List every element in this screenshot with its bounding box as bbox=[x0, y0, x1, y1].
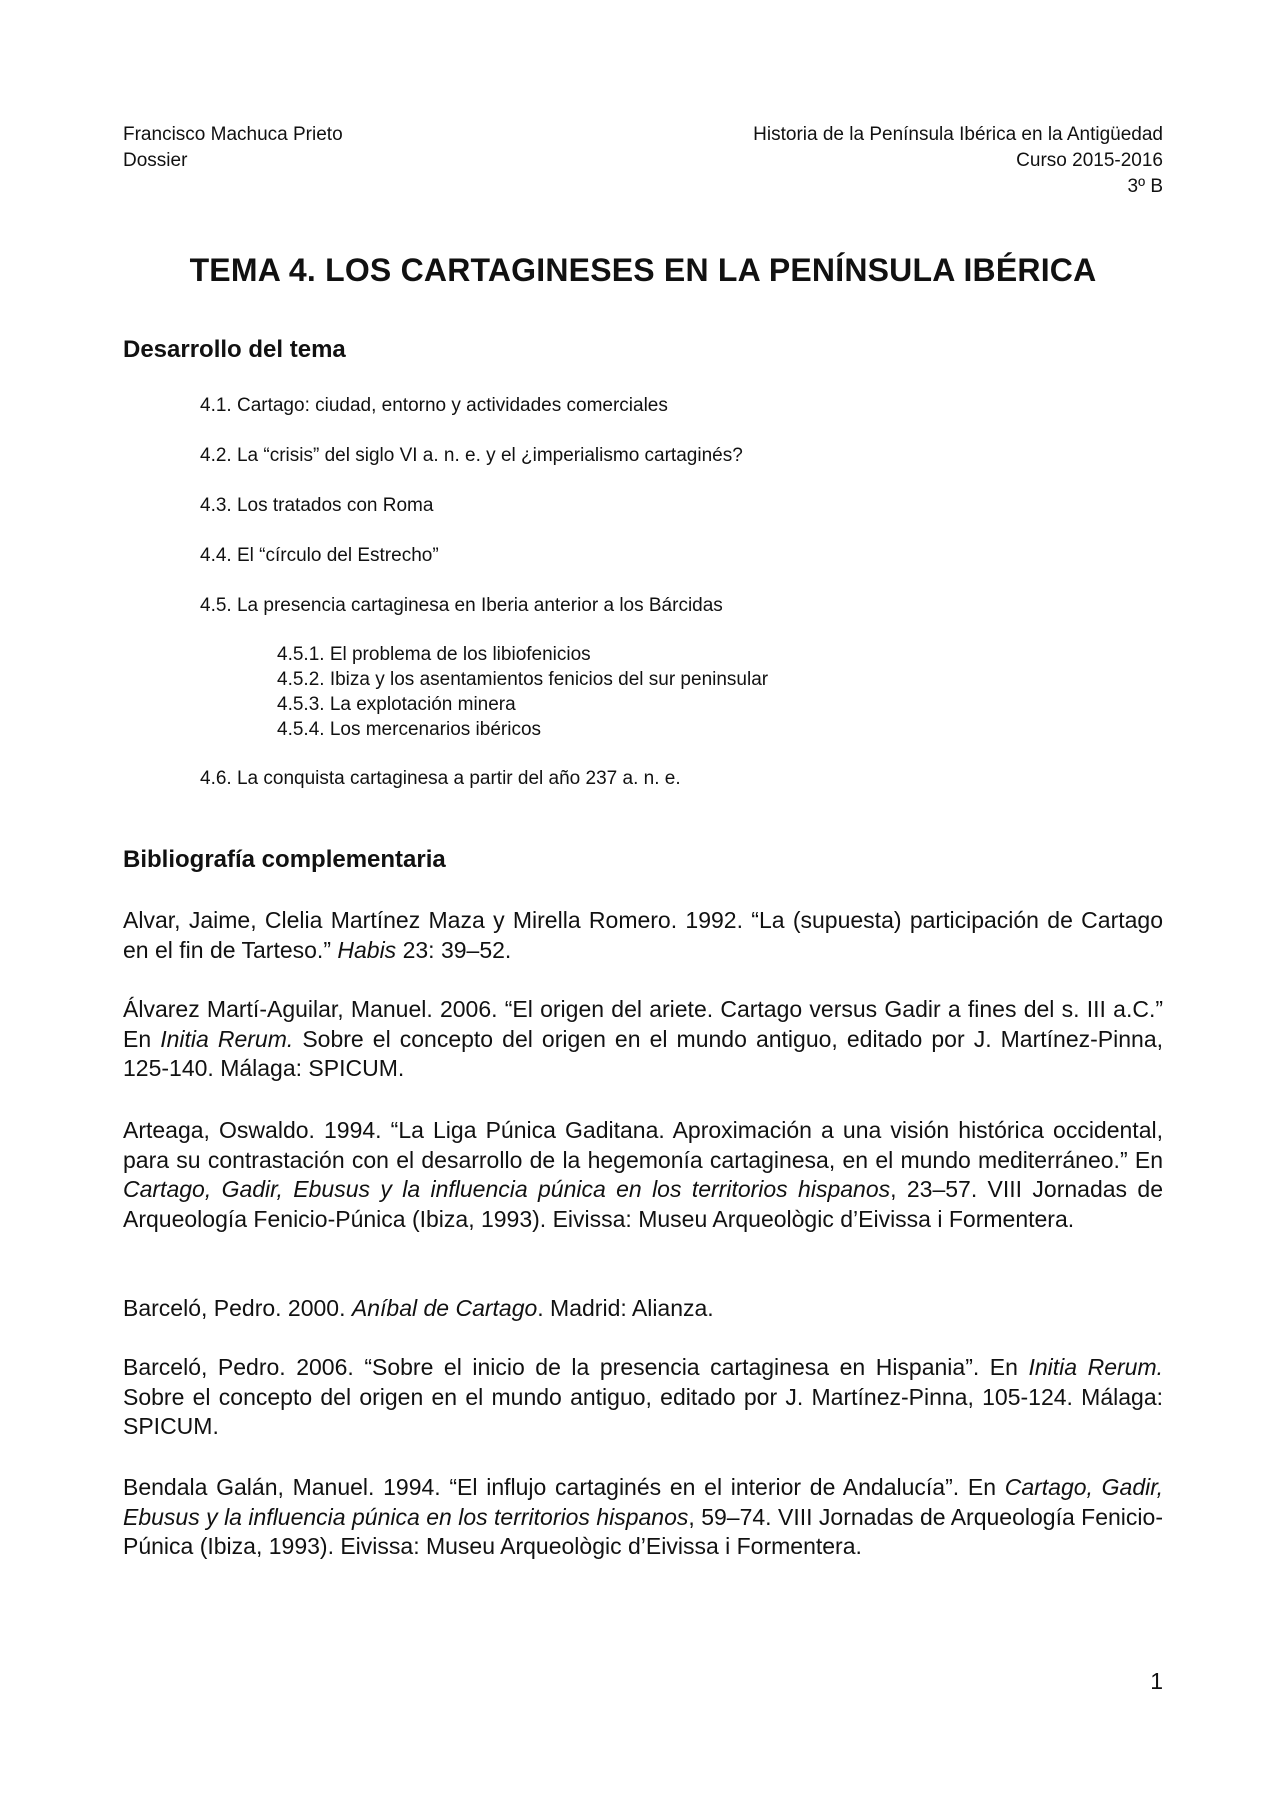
toc-item: 4.4. El “círculo del Estrecho” bbox=[200, 545, 439, 566]
toc-subitem: 4.5.4. Los mercenarios ibéricos bbox=[277, 719, 542, 740]
course-title: Historia de la Península Ibérica en la Antigüedad bbox=[753, 124, 1163, 145]
page-title: TEMA 4. LOS CARTAGINESES EN LA PENÍNSULA IBÉRICA bbox=[189, 252, 1097, 288]
document-type: Dossier bbox=[123, 150, 188, 171]
bibliography-entry: Arteaga, Oswaldo. 1994. “La Liga Púnica Gaditana. Aproximación a una visión histórica occidental, para su contrastación con el desarrollo de la hegemonía cartaginesa, en el mundo mediterráneo.” En Cartago, Gadir, Ebusus y la influencia púnica en los territorios hispanos, 23–57. VIII Jornadas de Arqueología Fenicio-Púnica (Ibiza, 1993). Eivissa: Museu Arqueològic d’Eivissa i Formentera. bbox=[123, 1117, 1163, 1232]
development-heading: Desarrollo del tema bbox=[123, 336, 346, 363]
course-group: 3º B bbox=[1127, 176, 1163, 197]
author-name: Francisco Machuca Prieto bbox=[123, 124, 343, 145]
toc-item: 4.5. La presencia cartaginesa en Iberia anterior a los Bárcidas bbox=[200, 595, 723, 616]
bibliography-entry: Barceló, Pedro. 2000. Aníbal de Cartago. Madrid: Alianza. bbox=[123, 1295, 714, 1321]
bibliography-entry: Barceló, Pedro. 2006. “Sobre el inicio de la presencia cartaginesa en Hispania”. En Initia Rerum. Sobre el concepto del origen en el mundo antiguo, editado por J. Martínez-Pinna, 105-124. Málaga: SPICUM. bbox=[123, 1354, 1163, 1439]
course-year: Curso 2015-2016 bbox=[1016, 150, 1163, 171]
page-number: 1 bbox=[1150, 1668, 1163, 1694]
toc-subitem: 4.5.2. Ibiza y los asentamientos fenicios del sur peninsular bbox=[277, 669, 769, 690]
toc-subitem: 4.5.3. La explotación minera bbox=[277, 694, 516, 715]
toc-subitem: 4.5.1. El problema de los libiofenicios bbox=[277, 644, 591, 665]
header-left bbox=[123, 122, 343, 174]
toc-item: 4.2. La “crisis” del siglo VI a. n. e. y el ¿imperialismo cartaginés? bbox=[200, 445, 743, 466]
toc-subitem-list bbox=[277, 642, 768, 742]
bibliography-entry: Alvar, Jaime, Clelia Martínez Maza y Mirella Romero. 1992. “La (supuesta) participación de Cartago en el fin de Tarteso.” Habis 23: 39–52. bbox=[123, 907, 1163, 963]
bibliography-entry: Álvarez Martí-Aguilar, Manuel. 2006. “El origen del ariete. Cartago versus Gadir a fines del s. III a.C.” En Initia Rerum. Sobre el concepto del origen en el mundo antiguo, editado por J. Martínez-Pinna, 125-140. Málaga: SPICUM. bbox=[123, 996, 1163, 1081]
toc-item: 4.6. La conquista cartaginesa a partir del año 237 a. n. e. bbox=[200, 768, 681, 789]
bibliography-entry: Bendala Galán, Manuel. 1994. “El influjo cartaginés en el interior de Andalucía”. En Cartago, Gadir, Ebusus y la influencia púnica en los territorios hispanos, 59–74. VIII Jornadas de Arqueología Fenicio-Púnica (Ibiza, 1993). Eivissa: Museu Arqueològic d’Eivissa i Formentera. bbox=[123, 1474, 1164, 1559]
bibliography-heading: Bibliografía complementaria bbox=[123, 846, 446, 873]
toc-item: 4.3. Los tratados con Roma bbox=[200, 495, 434, 516]
header-right bbox=[753, 122, 1163, 200]
toc-item: 4.1. Cartago: ciudad, entorno y actividades comerciales bbox=[200, 395, 668, 416]
